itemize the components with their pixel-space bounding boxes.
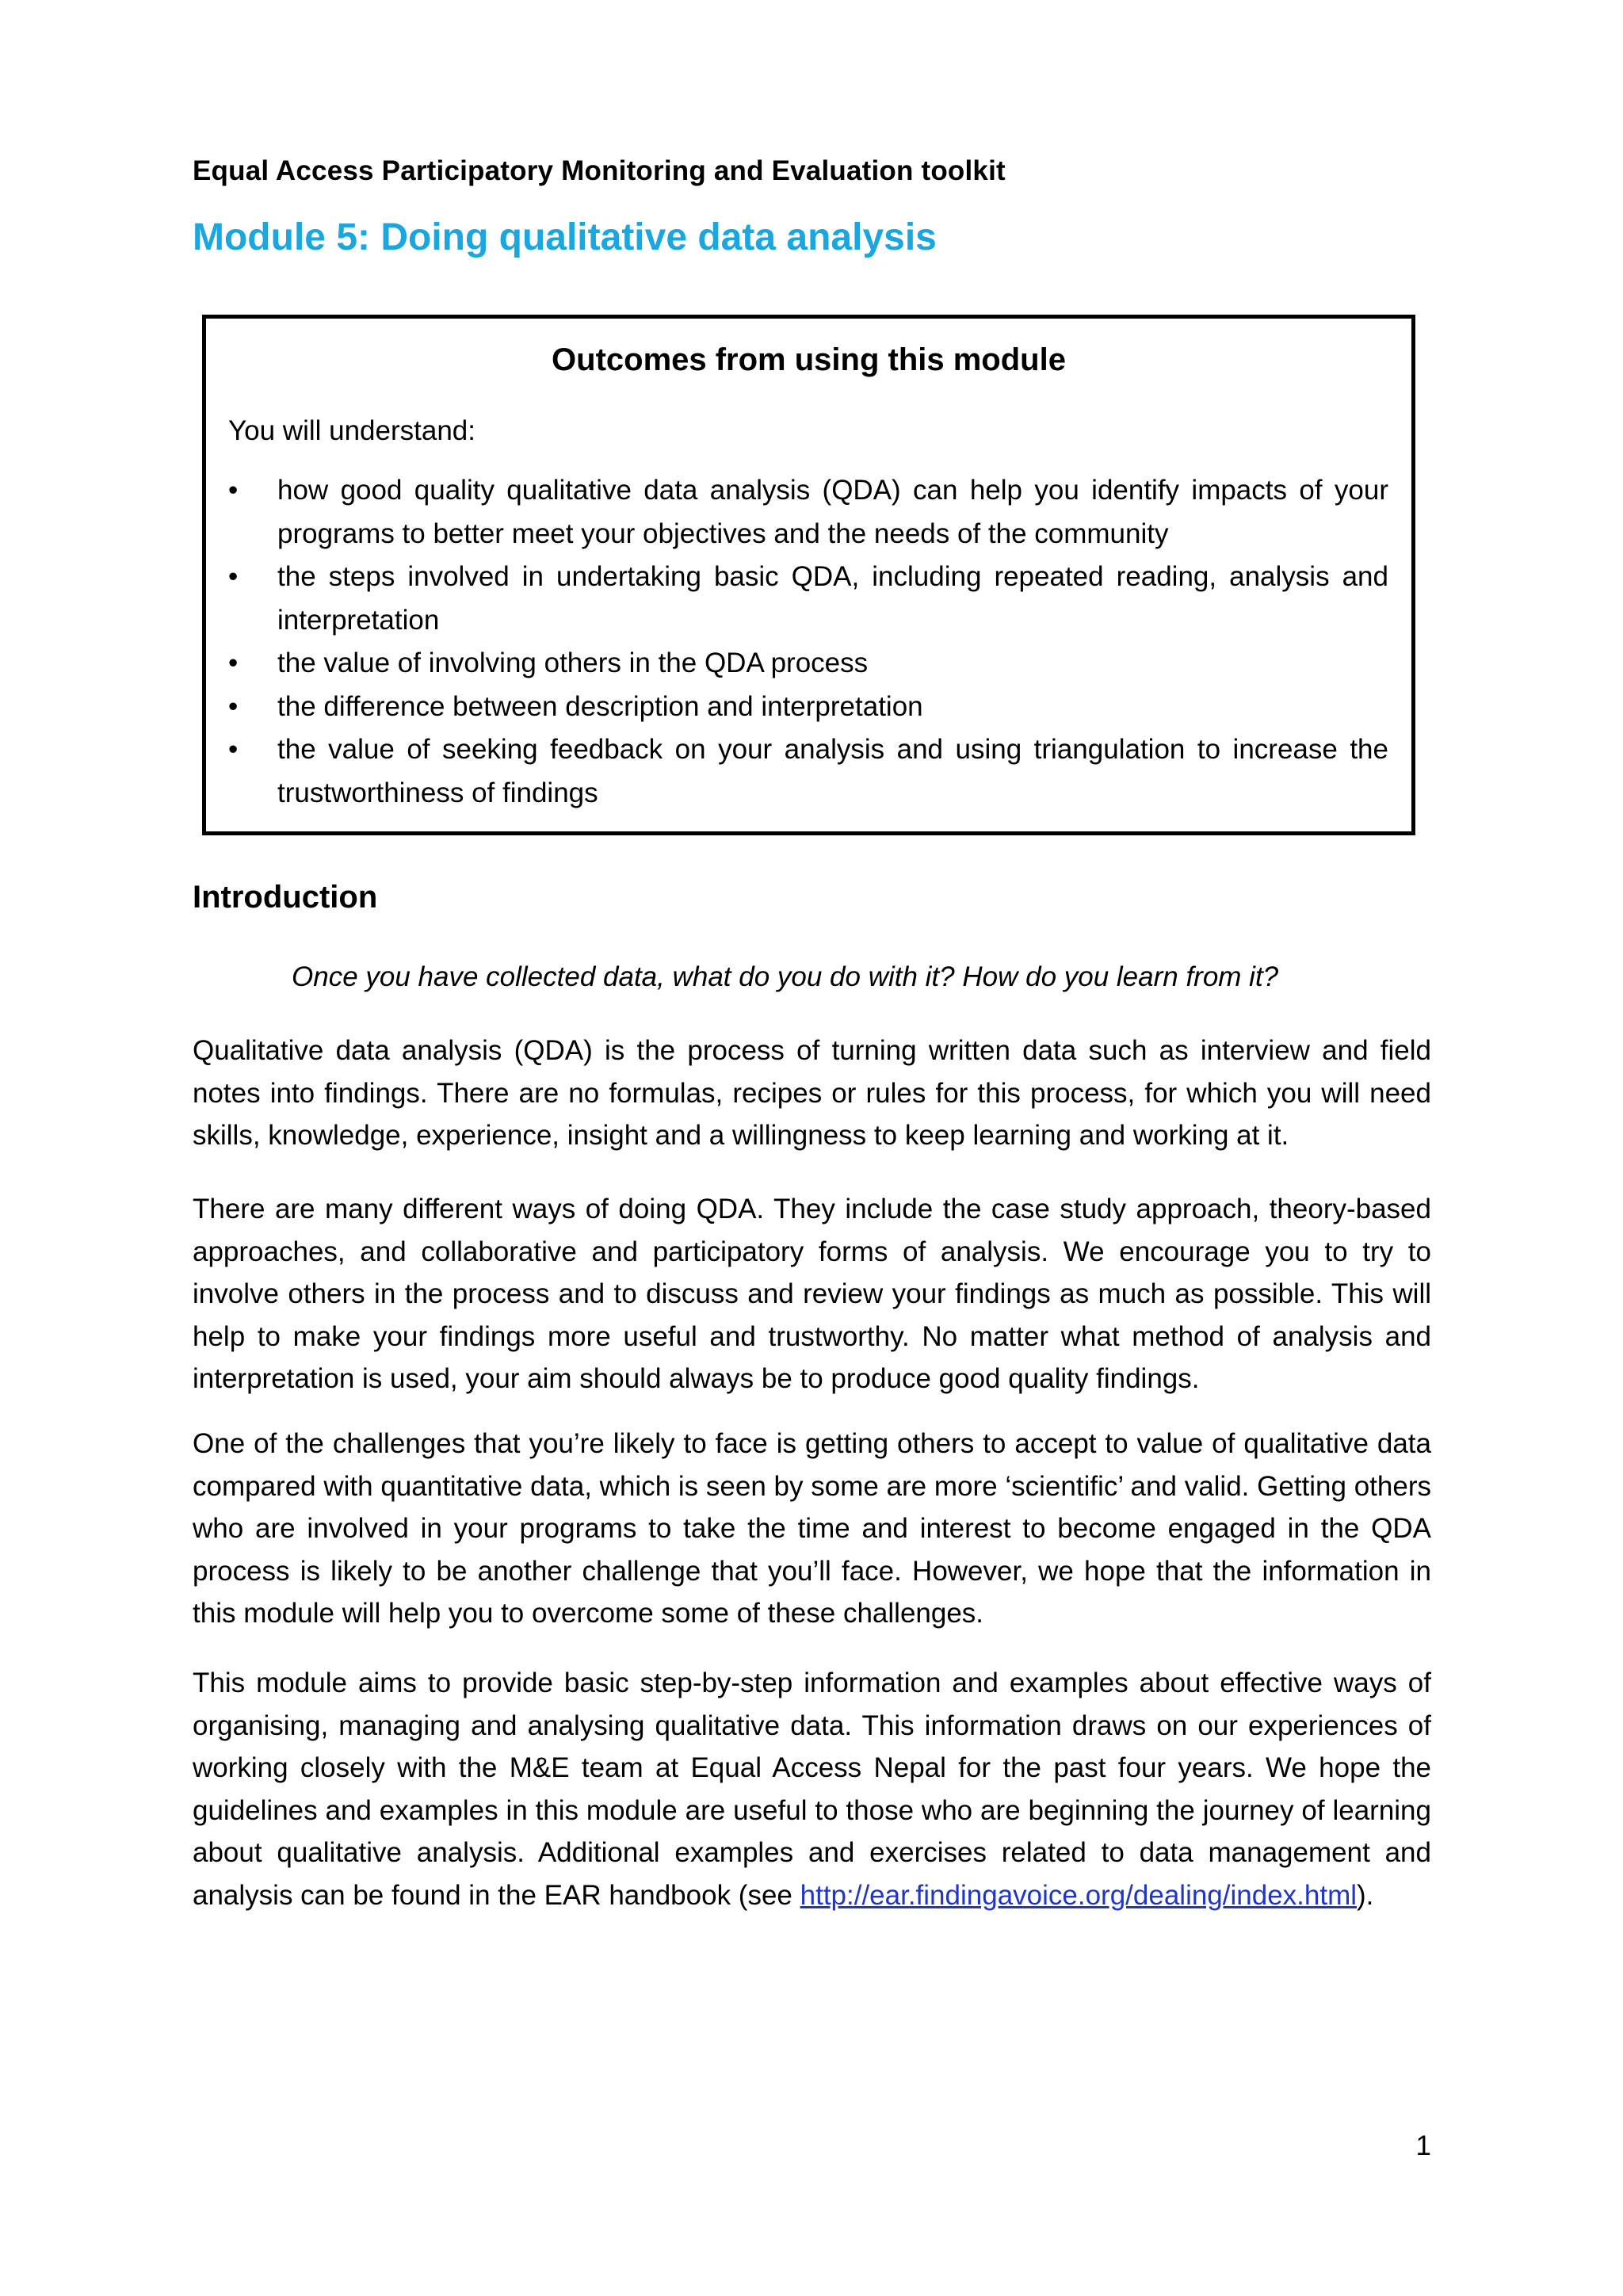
bullet-icon: • — [228, 561, 239, 592]
introduction-heading: Introduction — [193, 880, 378, 915]
outcome-item — [228, 469, 1388, 556]
outcome-item-text: the value of involving others in the QDA process — [277, 648, 869, 678]
paragraph-4-text-before-link: This module aims to provide basic step-by-step information and examples about effective ways of organising, managing and analysing qualitative data. This information draws on our experiences of working closely with the M&E team at Equal Access Nepal for the past four years. We hope the guidelines and examples in this module are useful to those who are beginning the journey of learning about qualitative analysis. Additional examples and exercises related to data management and analysis can be found in the EAR handbook (see — [193, 1668, 1431, 1911]
introduction-quote: Once you have collected data, what do you do with it? How do you learn from it? — [292, 961, 1279, 992]
paragraph-4-text-after-link: ). — [1357, 1879, 1374, 1911]
outcomes-intro: You will understand: — [228, 415, 475, 446]
outcome-item-text: the difference between description and interpretation — [277, 690, 923, 722]
document-header-title: Equal Access Participatory Monitoring and Evaluation toolkit — [193, 155, 1006, 186]
outcomes-heading: Outcomes from using this module — [552, 342, 1066, 377]
introduction-paragraph-2: There are many different ways of doing QDA. They include the case study approach, theory-based approaches, and collaborative and participatory forms of analysis. We encourage you to try to involve others in the process and to discuss and review your findings as much as possible. This will help to make your findings more useful and trustworthy. No matter what method of analysis and interpretation is used, your aim should always be to produce good quality findings. — [193, 1194, 1431, 1394]
outcome-item — [228, 728, 1388, 815]
bullet-icon: • — [228, 648, 239, 678]
introduction-paragraph-4 — [193, 1662, 1431, 1916]
introduction-paragraph-1: Qualitative data analysis (QDA) is the process of turning written data such as interview and field notes into findings. There are no formulas, recipes or rules for this process, for which you will need skills, knowledge, experience, insight and a willingness to keep learning and working at it. — [193, 1035, 1431, 1151]
ear-handbook-link[interactable]: http://ear.findingavoice.org/dealing/index.html — [800, 1879, 1358, 1911]
page-number: 1 — [1415, 2130, 1431, 2161]
outcome-item-text: how good quality qualitative data analysis (QDA) can help you identify impacts of your programs to better meet your objectives and the needs of the community — [277, 475, 1388, 549]
bullet-icon: • — [228, 734, 239, 765]
module-title: Module 5: Doing qualitative data analysis — [193, 216, 937, 258]
outcome-item-text: the steps involved in undertaking basic QDA, including repeated reading, analysis and interpretation — [277, 561, 1388, 636]
outcome-item — [228, 686, 1388, 729]
outcome-item — [228, 556, 1388, 642]
outcomes-list — [228, 469, 1388, 815]
bullet-icon: • — [228, 475, 239, 506]
outcome-item — [228, 642, 1388, 686]
outcomes-box — [202, 315, 1415, 835]
introduction-paragraph-3: One of the challenges that you’re likely to face is getting others to accept to value of qualitative data compared with quantitative data, which is seen by some are more ‘scientific’ and valid. Getting others who are involved in your programs to take the time and interest to become engaged in the QDA process is likely to be another challenge that you’ll face. However, we hope that the information in this module will help you to overcome some of these challenges. — [193, 1428, 1431, 1629]
outcome-item-text: the value of seeking feedback on your analysis and using triangulation to increase the trustworthiness of findings — [277, 734, 1388, 808]
bullet-icon: • — [228, 690, 239, 722]
